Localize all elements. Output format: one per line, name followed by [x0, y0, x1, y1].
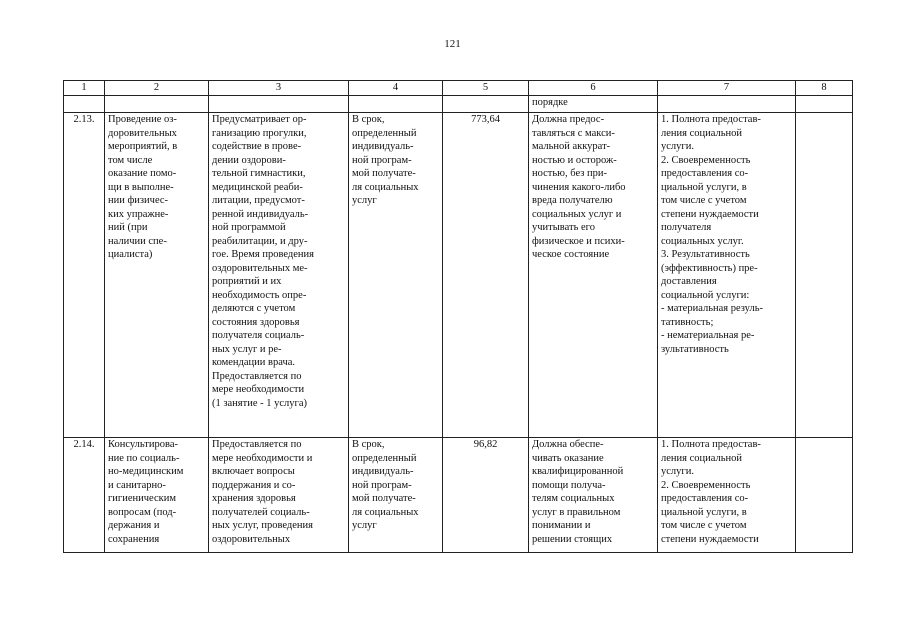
header-row	[64, 81, 853, 96]
service-extra	[796, 113, 853, 438]
cont-cell-6: порядке	[529, 96, 658, 113]
header-cell-7: 7	[658, 81, 796, 96]
services-table	[63, 80, 853, 553]
header-cell-1: 1	[64, 81, 105, 96]
page-number: 121	[444, 38, 461, 50]
service-conditions: Должна обеспе- чивать оказание квалифицированной помощи получа- телям социальных услуг в правильном понимании и решении стоящих	[529, 438, 658, 553]
service-extra	[796, 438, 853, 553]
cont-cell-7	[658, 96, 796, 113]
header-cell-8: 8	[796, 81, 853, 96]
table-row	[64, 438, 853, 553]
continuation-row	[64, 96, 853, 113]
header-cell-3: 3	[209, 81, 349, 96]
header-cell-5: 5	[443, 81, 529, 96]
service-conditions: Должна предос- тавляться с макси- мальной аккурат- ностью и осторож- ностью, без при- чинения какого-либо вреда получателю социальных услуг и учитывать его физическое и психи- ческое состояние	[529, 113, 658, 438]
cont-cell-5	[443, 96, 529, 113]
service-name: Консультирова- ние по социаль- но-медицинским и санитарно- гигиеническим вопросам (под- держания и сохранения	[105, 438, 209, 553]
cont-cell-1	[64, 96, 105, 113]
service-indicators: 1. Полнота предостав- ления социальной услуги. 2. Своевременность предоставления со- циальной услуги, в том числе с учетом степени нуждаемости	[658, 438, 796, 553]
cont-cell-4	[349, 96, 443, 113]
header-cell-2: 2	[105, 81, 209, 96]
header-cell-4: 4	[349, 81, 443, 96]
service-price: 773,64	[443, 113, 529, 438]
service-number: 2.13.	[64, 113, 105, 438]
service-term: В срок, определенный индивидуаль- ной програм- мой получате- ля социальных услуг	[349, 113, 443, 438]
service-price: 96,82	[443, 438, 529, 553]
service-indicators: 1. Полнота предостав- ления социальной услуги. 2. Своевременность предоставления со- циальной услуги, в том числе с учетом степени нуждаемости получателя социальных услуг. 3. Результативность (эффективность) пре- доставления социальной услуги: - материальная резуль- тативность; - нематериальная ре- зультативность	[658, 113, 796, 438]
cont-cell-8	[796, 96, 853, 113]
service-term: В срок, определенный индивидуаль- ной програм- мой получате- ля социальных услуг	[349, 438, 443, 553]
cont-cell-3	[209, 96, 349, 113]
cont-cell-2	[105, 96, 209, 113]
header-cell-6: 6	[529, 81, 658, 96]
service-content: Предоставляется по мере необходимости и включает вопросы поддержания и со- хранения здоровья получателей социаль- ных услуг, проведения оздоровительных	[209, 438, 349, 553]
table-row	[64, 113, 853, 438]
service-number: 2.14.	[64, 438, 105, 553]
service-name: Проведение оз- доровительных мероприятий, в том числе оказание помо- щи в выполне- нии физичес- ких упражне- ний (при наличии спе- циалиста)	[105, 113, 209, 438]
service-content: Предусматривает ор- ганизацию прогулки, содействие в прове- дении оздорови- тельной гимнастики, медицинской реаби- литации, предусмот- ренной индивидуаль- ной программой реабилитации, и дру- гое. Время проведения оздоровительных ме- роприятий и их необходимость опре- деляются с учетом состояния здоровья получателя социаль- ных услуг и ре- комендации врача. Предоставляется по мере необходимости (1 занятие - 1 услуга)	[209, 113, 349, 438]
